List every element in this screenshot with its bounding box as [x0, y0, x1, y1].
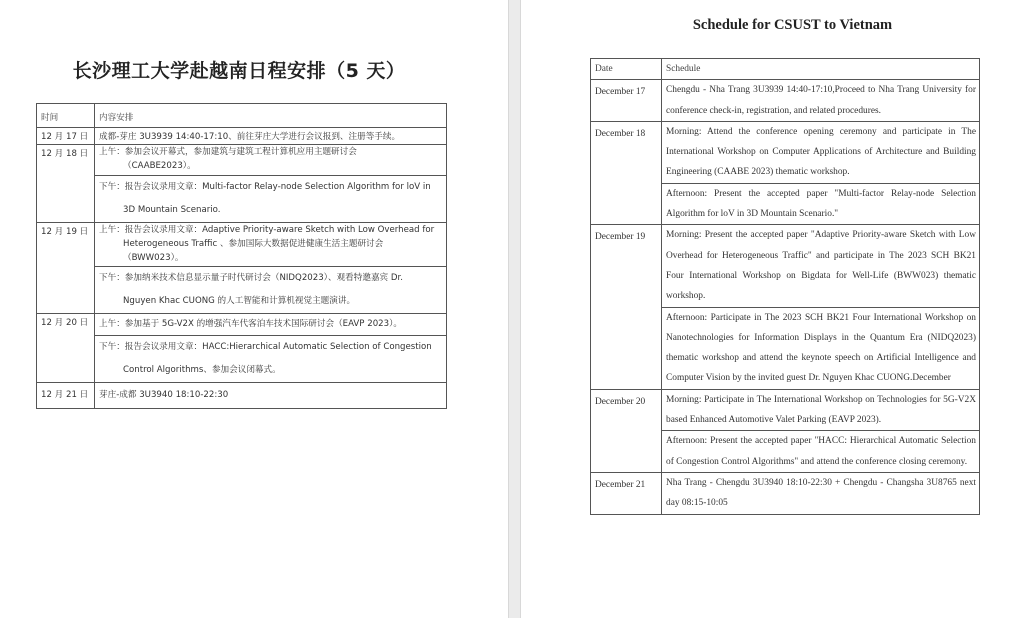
- header-schedule: 内容安排: [95, 104, 447, 128]
- table-row: [591, 225, 980, 307]
- morning-text-cont: Heterogeneous Traffic 、参加国际大数据促进健康生活主题研讨会: [123, 239, 384, 249]
- header-schedule: Schedule: [662, 59, 980, 80]
- row-date: December 18: [591, 121, 662, 224]
- morning-text-cont: （BWW023）。: [123, 253, 184, 263]
- table-row: [37, 128, 447, 145]
- morning-cell: 上午：参加基于 5G-V2X 的增强汽车代客泊车技术国际研讨会（EAVP 2023）。: [95, 314, 447, 336]
- morning-cell: [95, 145, 447, 176]
- table-row: [591, 472, 980, 514]
- row-content: 芽庄-成都 3U3940 18:10-22:30: [95, 383, 447, 409]
- afternoon-text: 下午：报告会议录用文章：Multi-factor Relay-node Selection Algorithm for loV in: [99, 182, 431, 192]
- afternoon-cell: [95, 336, 447, 383]
- table-header-row: [37, 104, 447, 128]
- row-content: Chengdu - Nha Trang 3U3939 14:40-17:10,Proceed to Nha Trang University for conference check-in, registration, and related procedures.: [662, 80, 980, 122]
- table-row: [37, 314, 447, 336]
- morning-text: 上午：报告会议录用文章：Adaptive Priority-aware Sketch with Low Overhead for: [99, 225, 435, 235]
- row-date: 12 月 21 日: [37, 383, 95, 409]
- afternoon-cell: Afternoon: Participate in The 2023 SCH BK21 Four International Workshop on Nanotechnologies for Information Displays in the Quantum Era (NIDQ2023) thematic workshop and attend the keynote speech on Artificial Intelligence and Computer Vision by the invited guest Dr. Nguyen Khac CUONG.December: [662, 307, 980, 389]
- morning-cell: Morning: Participate in The International Workshop on Technologies for 5G-V2X based Enhanced Automotive Valet Parking (EAVP 2023).: [662, 389, 980, 431]
- chinese-schedule-table: [36, 103, 447, 409]
- english-schedule-table: [590, 58, 980, 515]
- page-gutter: [508, 0, 521, 618]
- row-date: 12 月 18 日: [37, 145, 95, 223]
- row-date: 12 月 17 日: [37, 128, 95, 145]
- morning-text: 上午：参加会议开幕式，参加建筑与建筑工程计算机应用主题研讨会: [99, 147, 357, 157]
- morning-cell: Morning: Present the accepted paper "Adaptive Priority-aware Sketch with Low Overhead for Heterogeneous Traffic" and participate in The 2023 SCH BK21 Four International Workshop on Bigdata for Well-Life (BWW023) thematic workshop.: [662, 225, 980, 307]
- chinese-schedule-title: 长沙理工大学赴越南日程安排（5 天）: [72, 60, 406, 82]
- afternoon-text-cont: Nguyen Khac CUONG 的人工智能和计算机视觉主题演讲。: [123, 296, 356, 306]
- afternoon-cell: [95, 267, 447, 314]
- morning-cell: Morning: Attend the conference opening ceremony and participate in The International Workshop on Computer Applications of Architecture and Building Engineering (CAABE 2023) thematic workshop.: [662, 121, 980, 183]
- table-row: [37, 145, 447, 176]
- row-date: 12 月 19 日: [37, 223, 95, 314]
- row-content: Nha Trang - Chengdu 3U3940 18:10-22:30 + Chengdu - Changsha 3U8765 next day 08:15-10:05: [662, 472, 980, 514]
- row-date: December 19: [591, 225, 662, 389]
- header-date: Date: [591, 59, 662, 80]
- table-row: [37, 267, 447, 314]
- row-date: December 20: [591, 389, 662, 472]
- table-row: [37, 176, 447, 223]
- afternoon-cell: Afternoon: Present the accepted paper "HACC: Hierarchical Automatic Selection of Congestion Control Algorithms" and attend the conference closing ceremony.: [662, 431, 980, 473]
- afternoon-text: 下午：参加纳米技术信息显示量子时代研讨会（NIDQ2023）、观看特邀嘉宾 Dr.: [99, 273, 403, 283]
- header-date: 时间: [37, 104, 95, 128]
- table-row: [37, 383, 447, 409]
- table-row: [591, 121, 980, 183]
- table-row: [37, 336, 447, 383]
- afternoon-cell: [95, 176, 447, 223]
- row-content: 成都-芽庄 3U3939 14:40-17:10、前往芽庄大学进行会议报到、注册等手续。: [95, 128, 447, 145]
- table-row: [591, 80, 980, 122]
- row-date: December 21: [591, 472, 662, 514]
- afternoon-cell: Afternoon: Present the accepted paper "Multi-factor Relay-node Selection Algorithm for loV in 3D Mountain Scenario.": [662, 183, 980, 225]
- afternoon-text: 下午：报告会议录用文章：HACC:Hierarchical Automatic Selection of Congestion: [99, 342, 432, 352]
- morning-cell: [95, 223, 447, 267]
- table-row: [591, 389, 980, 431]
- row-date: 12 月 20 日: [37, 314, 95, 383]
- table-row: [37, 223, 447, 267]
- afternoon-text-cont: 3D Mountain Scenario.: [123, 205, 221, 215]
- morning-text-cont: （CAABE2023）。: [123, 161, 196, 171]
- left-document-page: [0, 0, 508, 618]
- table-header-row: [591, 59, 980, 80]
- row-date: December 17: [591, 80, 662, 122]
- english-schedule-title: Schedule for CSUST to Vietnam: [692, 17, 893, 33]
- afternoon-text-cont: Control Algorithms、参加会议闭幕式。: [123, 365, 281, 375]
